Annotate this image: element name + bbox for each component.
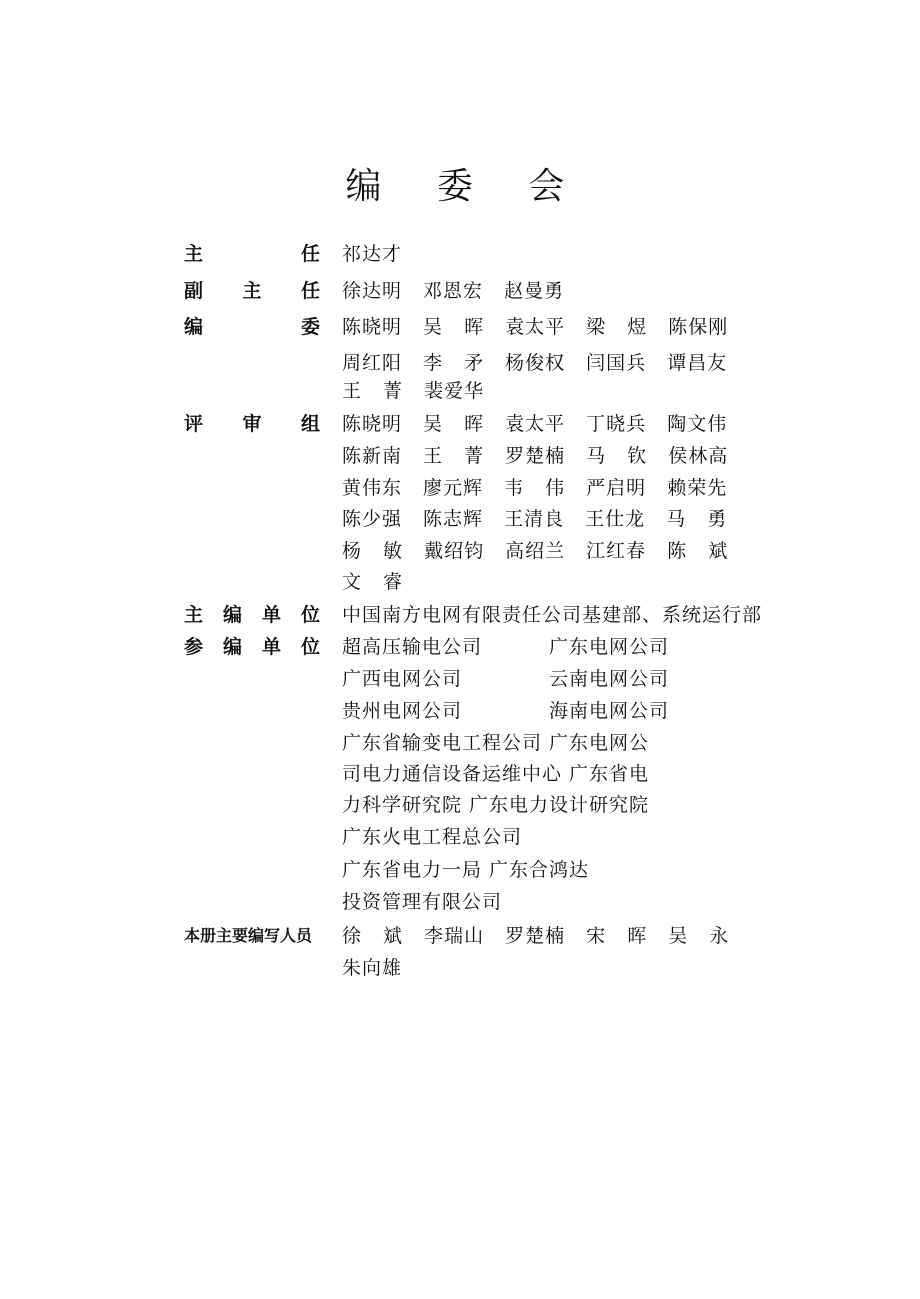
units-line-4: 广东省输变电工程公司 广东电网公 (342, 732, 650, 754)
label-editors (184, 313, 320, 341)
writers-line-1: 徐 斌 李瑞山 罗楚楠 宋 晖 吴 永 (342, 925, 730, 947)
editors-line-2: 周红阳 李 矛 杨俊权 闫国兵 谭昌友 (342, 352, 728, 374)
label-chief-unit (184, 601, 320, 629)
label-chief-unit-text: 主 编 单 位 (184, 604, 320, 626)
label-participating-units (184, 633, 320, 661)
director-name: 祁达才 (342, 243, 403, 265)
units-line-5: 司电力通信设备运维中心 广东省电 (342, 763, 650, 785)
review-line-4: 陈少强 陈志辉 王清良 王仕龙 马 勇 (342, 508, 728, 530)
review-line-3: 黄伟东 廖元辉 韦 伟 严启明 赖荣先 (342, 477, 728, 499)
units-line-6: 力科学研究院 广东电力设计研究院 (342, 794, 650, 816)
label-vice-director-text: 副 主 任 (184, 280, 320, 302)
page-title: 编 委 会 (345, 166, 587, 207)
label-review-group-text: 评 审 组 (184, 413, 320, 435)
editors-line-3: 王 菁 裴爱华 (342, 380, 485, 402)
chief-unit-value: 中国南方电网有限责任公司基建部、系统运行部 (342, 604, 763, 626)
units-line-1: 超高压输电公司 广东电网公司 (342, 636, 670, 658)
label-main-writers-text: 本册主要编写人员 (184, 926, 313, 945)
units-line-2: 广西电网公司 云南电网公司 (342, 668, 670, 690)
vice-director-names: 徐达明 邓恩宏 赵曼勇 (342, 280, 565, 302)
label-vice-director (184, 277, 320, 305)
units-line-8: 广东省电力一局 广东合鸿达 (342, 859, 590, 881)
units-line-9: 投资管理有限公司 (342, 891, 503, 913)
label-director (184, 240, 320, 268)
units-line-3: 贵州电网公司 海南电网公司 (342, 700, 670, 722)
review-line-2: 陈新南 王 菁 罗楚楠 马 钦 侯林高 (342, 445, 729, 467)
label-editors-text: 编 委 (184, 316, 320, 338)
review-line-6: 文 睿 (342, 571, 404, 593)
label-main-writers (184, 922, 320, 950)
writers-line-2: 朱向雄 (342, 957, 403, 979)
editors-line-1: 陈晓明 吴 晖 袁太平 梁 煜 陈保刚 (342, 316, 729, 338)
review-line-1: 陈晓明 吴 晖 袁太平 丁晓兵 陶文伟 (342, 413, 728, 435)
label-participating-units-text: 参 编 单 位 (184, 636, 320, 658)
label-review-group (184, 410, 320, 438)
label-director-text: 主 任 (184, 243, 320, 265)
review-line-5: 杨 敏 戴绍钧 高绍兰 江红春 陈 斌 (342, 540, 729, 562)
units-line-7: 广东火电工程总公司 (342, 826, 523, 848)
